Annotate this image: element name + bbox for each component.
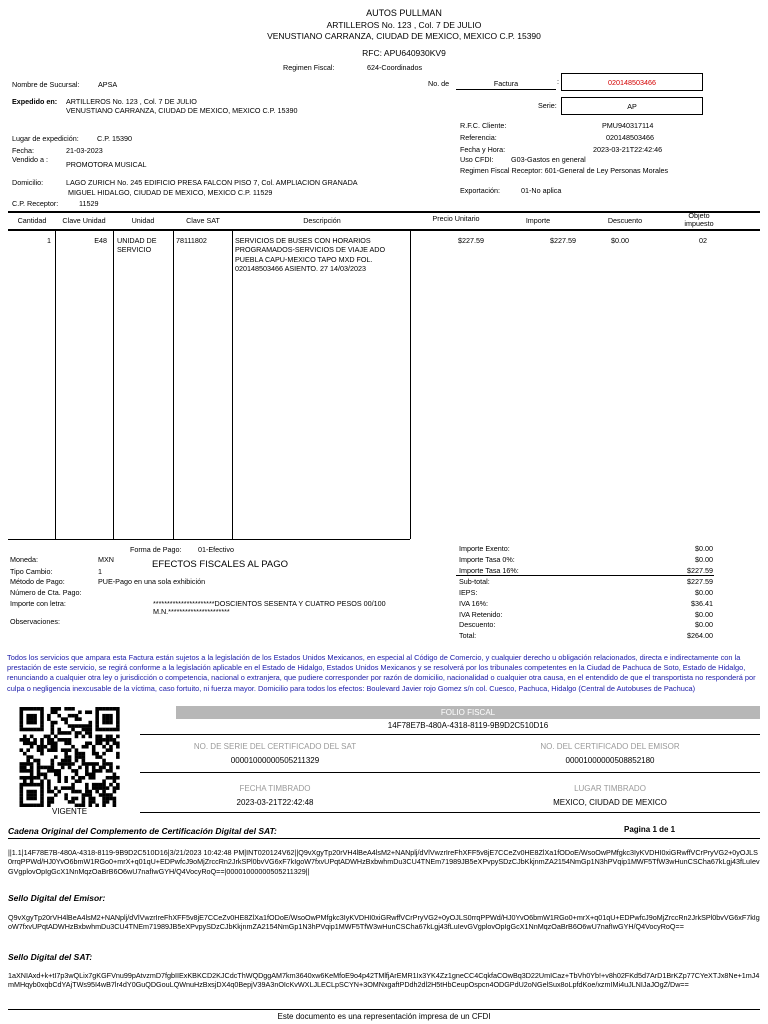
cell-clave-unidad: E48 — [94, 236, 107, 245]
serie-sat-label: NO. DE SERIE DEL CERTIFICADO DEL SAT — [193, 742, 357, 751]
cell-descripcion: SERVICIOS DE BUSES CON HORARIOS PROGRAMADOS-SERVICIOS DE VIAJE ADO PUEBLA CAPU-MEXICO TAPO MXD FOL. 020148503466 ASIENTO. 27 14/03/2023 — [235, 236, 386, 274]
col-divider — [173, 231, 174, 539]
no-de-label: No. de — [428, 79, 450, 88]
col-header-unidad: Unidad — [131, 216, 155, 225]
company-address-2: VENUSTIANO CARRANZA, CIUDAD DE MEXICO, MEXICO C.P. 15390 — [267, 31, 541, 41]
colon-sep: : — [557, 77, 559, 86]
exportacion-value: 01-No aplica — [521, 186, 562, 195]
uso-cfdi-value: G03-Gastos en general — [511, 155, 586, 164]
referencia-value: 020148503466 — [606, 133, 654, 142]
total-label: Importe Exento: — [459, 544, 510, 553]
col-header-cantidad: Cantidad — [17, 216, 47, 225]
sucursal-label: Nombre de Sucursal: — [12, 80, 80, 89]
vendido-label: Vendido a : — [12, 155, 48, 164]
total-label: Importe Tasa 0%: — [459, 555, 515, 564]
cadena-divider — [8, 838, 760, 839]
expedido-line-1: ARTILLEROS No. 123 , Col. 7 DE JULIO — [66, 97, 197, 106]
total-value: $0.00 — [695, 555, 713, 564]
total-label: IVA Retenido: — [459, 610, 503, 619]
serie-sat-value: 00001000000505211329 — [230, 756, 320, 765]
fiscal-divider — [140, 812, 760, 813]
rfc-cliente-label: R.F.C. Cliente: — [460, 121, 507, 130]
col-divider — [232, 231, 233, 539]
expedido-line-2: VENUSTIANO CARRANZA, CIUDAD DE MEXICO, MEXICO C.P. 15390 — [66, 106, 298, 115]
col-header-descuento: Descuento — [607, 216, 643, 225]
metodo-pago-label: Método de Pago: — [10, 577, 65, 586]
cadena-text: ||1.1|14F78E7B-480A-4318-8119-9B9D2C510D16|3/21/2023 10:42:48 PM|INT020124V62||Q9vXgyTp20rVH4lBeA4lsM2+NANplj/dVlVwzrIreFhXFF5v8jE7CCeZv0HE8ZlXa1fODoE/WsoOwPMfgkc3IyKVDHI0xiGRwffVCrPryVG2+0yOJLS0rrqPPWd/HJ0YvO6bmW1RGo0+mrX+q01qU+EDPwfcJ9oMjZrccRn2JrkSPl0bvVG6xF7kIgoW7fxvUPqtADWHzBxbwhmDu3CU4TNEm71989JB5eXPvpySDzCJbKkjnmZA2154NmGp1N3hPVqip1MWF5TfW3wHunCSCha67kLgj43fLuIevGVgplovOpIgGcX1NnMqzOaBrB6O6wU7nafIwGYH/Q4VocyRoQ==|00001000000505211329|| — [8, 848, 760, 876]
table-header-border — [8, 229, 760, 231]
efectos-fiscales: EFECTOS FISCALES AL PAGO — [152, 559, 289, 570]
forma-pago-label: Forma de Pago: — [130, 545, 182, 554]
col-header-clave-unidad: Clave Unidad — [62, 216, 106, 225]
serie-value: AP — [627, 102, 637, 111]
total-value: $227.59 — [687, 566, 713, 575]
sucursal-value: APSA — [98, 80, 118, 89]
vigente-label: VIGENTE — [51, 807, 88, 816]
factura-label: Factura — [456, 79, 556, 90]
col-divider — [55, 231, 56, 539]
forma-pago-value: 01-Efectivo — [198, 545, 234, 554]
referencia-label: Referencia: — [460, 133, 497, 142]
domicilio-line-1: LAGO ZURICH No. 245 EDIFICIO PRESA FALCON PISO 7, Col. AMPLIACION GRANADA — [66, 178, 358, 187]
col-header-clave-sat: Clave SAT — [186, 216, 220, 225]
company-rfc: RFC: APU640930KV9 — [362, 48, 446, 58]
rfc-cliente-value: PMU940317114 — [602, 121, 654, 130]
col-header-importe: Importe — [525, 216, 551, 225]
folio-fiscal-header: FOLIO FISCAL — [176, 706, 760, 719]
lugar-label: Lugar de expedición: — [12, 134, 79, 143]
domicilio-line-2: MIGUEL HIDALGO, CIUDAD DE MEXICO, MEXICO C.P. 11529 — [68, 188, 273, 197]
importe-letra-line-1: **********************DOSCIENTOS SESENTA Y CUATRO PESOS 00/100 — [153, 599, 386, 608]
company-name: AUTOS PULLMAN — [366, 8, 442, 18]
total-label: Descuento: — [459, 620, 496, 629]
cert-emisor-label: NO. DEL CERTIFICADO DEL EMISOR — [540, 742, 680, 751]
col-header-precio-unitario: Precio Unitario — [432, 214, 480, 223]
total-value: $0.00 — [695, 544, 713, 553]
total-value: $0.00 — [695, 588, 713, 597]
total-value: $36.41 — [691, 599, 713, 608]
exportacion-label: Exportación: — [460, 186, 500, 195]
sello-sat-text: 1aXNIAxd+k+tI7p3wQLix7gKGFVnu99pAtvzmD7fgbIIExKBKCD2KJCdcThWQDggAM7km3640xw6KeMfoE9o4p42TMlfjArEMR1Ix3YK4Zz1gneCC4CqkfaCOwBq3D22UmICaz+TbVh0Yb!+v8h02FKd5d7ArD1BrKZp77CYeXTJx8Ne+1mJ4mMHqyb0xqbCdYAjTWs95I4wB7lr4dY0GuQDGouLQWnuHzBxsjDX4q0BepjV39A3nOIcKvWXLJLECLpSCYN+3OMNxgaftPDdh2dl2H5tHbCeupOspcn4ODGPdU2oNGelSux8oLpfdKoe/xzmIMi4uJLNIJaJOgZ/Dw== — [8, 971, 760, 990]
total-value: $227.59 — [687, 577, 713, 586]
importe-letra-line-2: M.N.********************** — [153, 607, 230, 616]
domicilio-label: Domicilio: — [12, 178, 44, 187]
page-number: Pagina 1 de 1 — [624, 825, 676, 834]
fiscal-divider — [140, 734, 760, 735]
cadena-title: Cadena Original del Complemento de Certificación Digital del SAT: — [8, 826, 277, 836]
sello-emisor-title: Sello Digital del Emisor: — [8, 893, 106, 903]
regimen-receptor: Regimen Fiscal Receptor: 601-General de Ley Personas Morales — [460, 166, 669, 175]
cell-clave-sat: 78111802 — [176, 236, 207, 245]
cell-precio: $227.59 — [458, 236, 484, 245]
legal-text: Todos los servicios que ampara esta Factura están sujetos a la legislación de los Estados Unidos Mexicanos, en especial al Código de Comercio, y cualquier derecho u obligación relacionados, directa e indirectamente con la prestación de este servicio, se regirá conforme a la legislación aplicable en el Estado de Hidalgo, Estados Unidos Mexicanos y se resolverá por los tribunales competentes en la Ciudad de Pachuca de Soto, Estado de Hidalgo, renunciando a cualquier otra ley o jurisdicción o competencia, nacional o extranjera, que pudiere corresponder por razón de domicilio, nacionalidad o cualquier otra causa, en el entendido de que el transportista no responderá por culpa o negligencia inexcusable de la víctima, caso fortuito, ni fuerza mayor. Domicilio para todos los efectos: Boulevard Javier rojo Gomez s/n col. Cuesco, Pachuca, Hidalgo (Central de Autobuses de Pachuca) — [7, 653, 756, 693]
total-label: Importe Tasa 16%: — [459, 566, 519, 575]
cell-objeto: 02 — [699, 236, 707, 245]
col-header-descripcion: Descripción — [303, 216, 341, 225]
metodo-pago-value: PUE-Pago en una sola exhibición — [98, 577, 206, 586]
total-label: Sub-total: — [459, 577, 490, 586]
lugar-timbrado-value: MEXICO, CIUDAD DE MEXICO — [553, 798, 667, 807]
total-value: $264.00 — [687, 631, 713, 640]
cp-receptor-label: C.P. Receptor: — [12, 199, 59, 208]
col-divider — [113, 231, 114, 539]
col-divider — [410, 231, 411, 539]
serie-label: Serie: — [538, 101, 557, 110]
cert-emisor-value: 00001000000508852180 — [565, 756, 655, 765]
lugar-value: C.P. 15390 — [97, 134, 133, 143]
folio-fiscal-value: 14F78E7B-480A-4318-8119-9B9D2C510D16 — [387, 721, 549, 730]
company-address-1: ARTILLEROS No. 123 , Col. 7 DE JULIO — [326, 20, 482, 30]
footer-note: Este documento es una representación impresa de un CFDI — [277, 1012, 491, 1021]
tipo-cambio-value: 1 — [98, 567, 102, 576]
regimen-value: 624-Coordinados — [367, 63, 423, 72]
fecha-hora-value: 2023-03-21T22:42:46 — [593, 145, 663, 154]
moneda-label: Moneda: — [10, 555, 38, 564]
totals-divider — [456, 575, 714, 576]
cell-descuento: $0.00 — [611, 236, 629, 245]
tipo-cambio-label: Tipo Cambio: — [10, 567, 53, 576]
factura-number: 020148503466 — [608, 78, 656, 87]
uso-cfdi-label: Uso CFDI: — [460, 155, 494, 164]
expedido-label: Expedido en: — [12, 97, 58, 106]
fecha-value: 21-03-2023 — [66, 146, 103, 155]
regimen-label: Regimen Fiscal: — [283, 63, 335, 72]
moneda-value: MXN — [98, 555, 114, 564]
cta-pago-label: Número de Cta. Pago: — [10, 588, 82, 597]
fecha-timbrado-label: FECHA TIMBRADO — [239, 784, 311, 793]
fecha-label: Fecha: — [12, 146, 34, 155]
sello-sat-title: Sello Digital del SAT: — [8, 952, 93, 962]
total-value: $0.00 — [695, 610, 713, 619]
table-top-border — [8, 211, 760, 213]
fiscal-divider — [140, 772, 760, 773]
total-label: Total: — [459, 631, 477, 640]
col-header-objeto-impuesto: Objeto impuesto — [684, 211, 714, 228]
total-label: IVA 16%: — [459, 599, 489, 608]
qr-code-icon — [12, 707, 127, 807]
lugar-timbrado-label: LUGAR TIMBRADO — [574, 784, 646, 793]
cell-unidad: UNIDAD DE SERVICIO — [117, 236, 157, 254]
cell-cantidad: 1 — [47, 236, 51, 245]
importe-letra-label: Importe con letra: — [10, 599, 66, 608]
cell-importe: $227.59 — [550, 236, 576, 245]
fecha-hora-label: Fecha y Hora: — [460, 145, 506, 154]
footer-divider — [8, 1009, 760, 1010]
fecha-timbrado-value: 2023-03-21T22:42:48 — [236, 798, 314, 807]
total-label: IEPS: — [459, 588, 478, 597]
total-value: $0.00 — [695, 620, 713, 629]
vendido-value: PROMOTORA MUSICAL — [66, 160, 147, 169]
observaciones-label: Observaciones: — [10, 617, 60, 626]
sello-emisor-text: Q9vXgyTp20rVH4lBeA4lsM2+NANplj/dVlVwzrIreFhXFF5v8jE7CCeZv0HE8ZlXa1fODoE/WsoOwPMfgkc3IyKVDHI0xiGRwffVCrPryVG2+0yOJLS0rrqPPWd/HJ0YvO6bmW1RGo0+mrX+q01qU+EDPwfcJ9oMjZrccRn2JrkSPl0bvVG6xF7kIgoW7fxvUPqtADWHzBxbwhmDu3CU4TNEm71989JB5eXPvpySDzCJbKkjnmZA2154NmGp1N3hPVqip1MWF5TfW3wHunCSCha67kLgj43fLuIevGVgplovOpIgGcX1NnMqzOaBrB6O6wU7nafIwGYH/Q4VocyRoQ== — [8, 913, 760, 932]
table-bottom-border — [8, 539, 410, 540]
cp-receptor-value: 11529 — [79, 199, 99, 208]
